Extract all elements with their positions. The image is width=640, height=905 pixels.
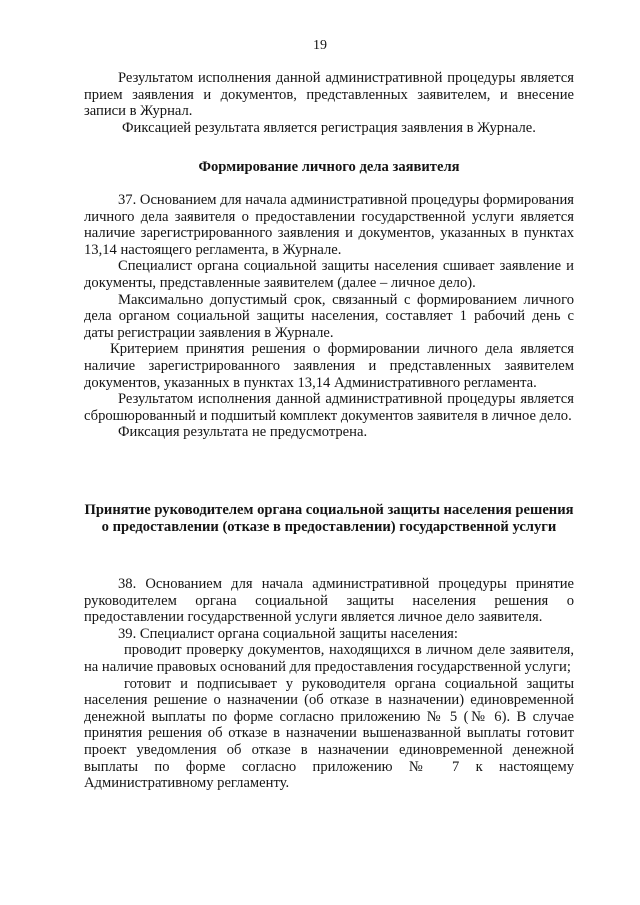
- paragraph-37: 37. Основанием для начала административной процедуры формирования личного дела заявителя о предоставлении государственной услуги является наличие зарегистрированного заявления и документов, указанных в пунктах 13,14 настоящего регламента, в Журнале.: [84, 192, 574, 258]
- result-block: [84, 70, 574, 136]
- paragraph-specialist: Специалист органа социальной защиты населения сшивает заявление и документы, представленные заявителем (далее – личное дело).: [84, 258, 574, 291]
- paragraph-max-term: Максимально допустимый срок, связанный с формированием личного дела органом социальной защиты населения, составляет 1 рабочий день с даты регистрации заявления в Журнале.: [84, 291, 574, 341]
- paragraph-prepare-decision: готовит и подписывает у руководителя органа социальной защиты населения решение о назначении (об отказе в назначении) единовременной денежной выплаты по форме согласно приложению № 5 (№ 6). В случае принятия решения об отказе в назначении вышеназванной выплаты готовит проект уведомления об отказе в назначении единовременной денежной выплаты по форме согласно приложению № 7 к настоящему Административному регламенту.: [84, 675, 574, 792]
- paragraph-38: 38. Основанием для начала административной процедуры принятие руководителем органа социальной защиты населения решения о предоставлении государственной услуги является личное дело заявителя.: [84, 576, 574, 626]
- paragraph-result: Результатом исполнения данной административной процедуры является прием заявления и документов, представленных заявителем, и внесение записи в Журнал.: [84, 70, 574, 120]
- section-decision: [84, 576, 574, 792]
- page-number: 19: [313, 38, 327, 53]
- section-personal-file: [84, 192, 574, 441]
- section-heading-personal-file: Формирование личного дела заявителя: [198, 159, 460, 175]
- paragraph-result-2: Результатом исполнения данной административной процедуры является сброшюрованный и подшитый комплект документов заявителя в личное дело.: [84, 391, 574, 424]
- paragraph-criterion: Критерием принятия решения о формировании личного дела является наличие зарегистрированного заявления и представленных заявителем документов, указанных в пунктах 13,14 Административного регламента.: [84, 341, 574, 391]
- paragraph-check-docs: проводит проверку документов, находящихся в личном деле заявителя, на наличие правовых оснований для предоставления государственной услуги;: [84, 642, 574, 675]
- section-heading-decision: Принятие руководителем органа социальной защиты населения решения о предоставлении (отказе в предоставлении) государственной услуги: [84, 502, 574, 535]
- paragraph-fixation: Фиксацией результата является регистрация заявления в Журнале.: [122, 119, 536, 136]
- paragraph-fixation-none: Фиксация результата не предусмотрена.: [118, 424, 368, 441]
- paragraph-39: 39. Специалист органа социальной защиты населения:: [118, 625, 458, 642]
